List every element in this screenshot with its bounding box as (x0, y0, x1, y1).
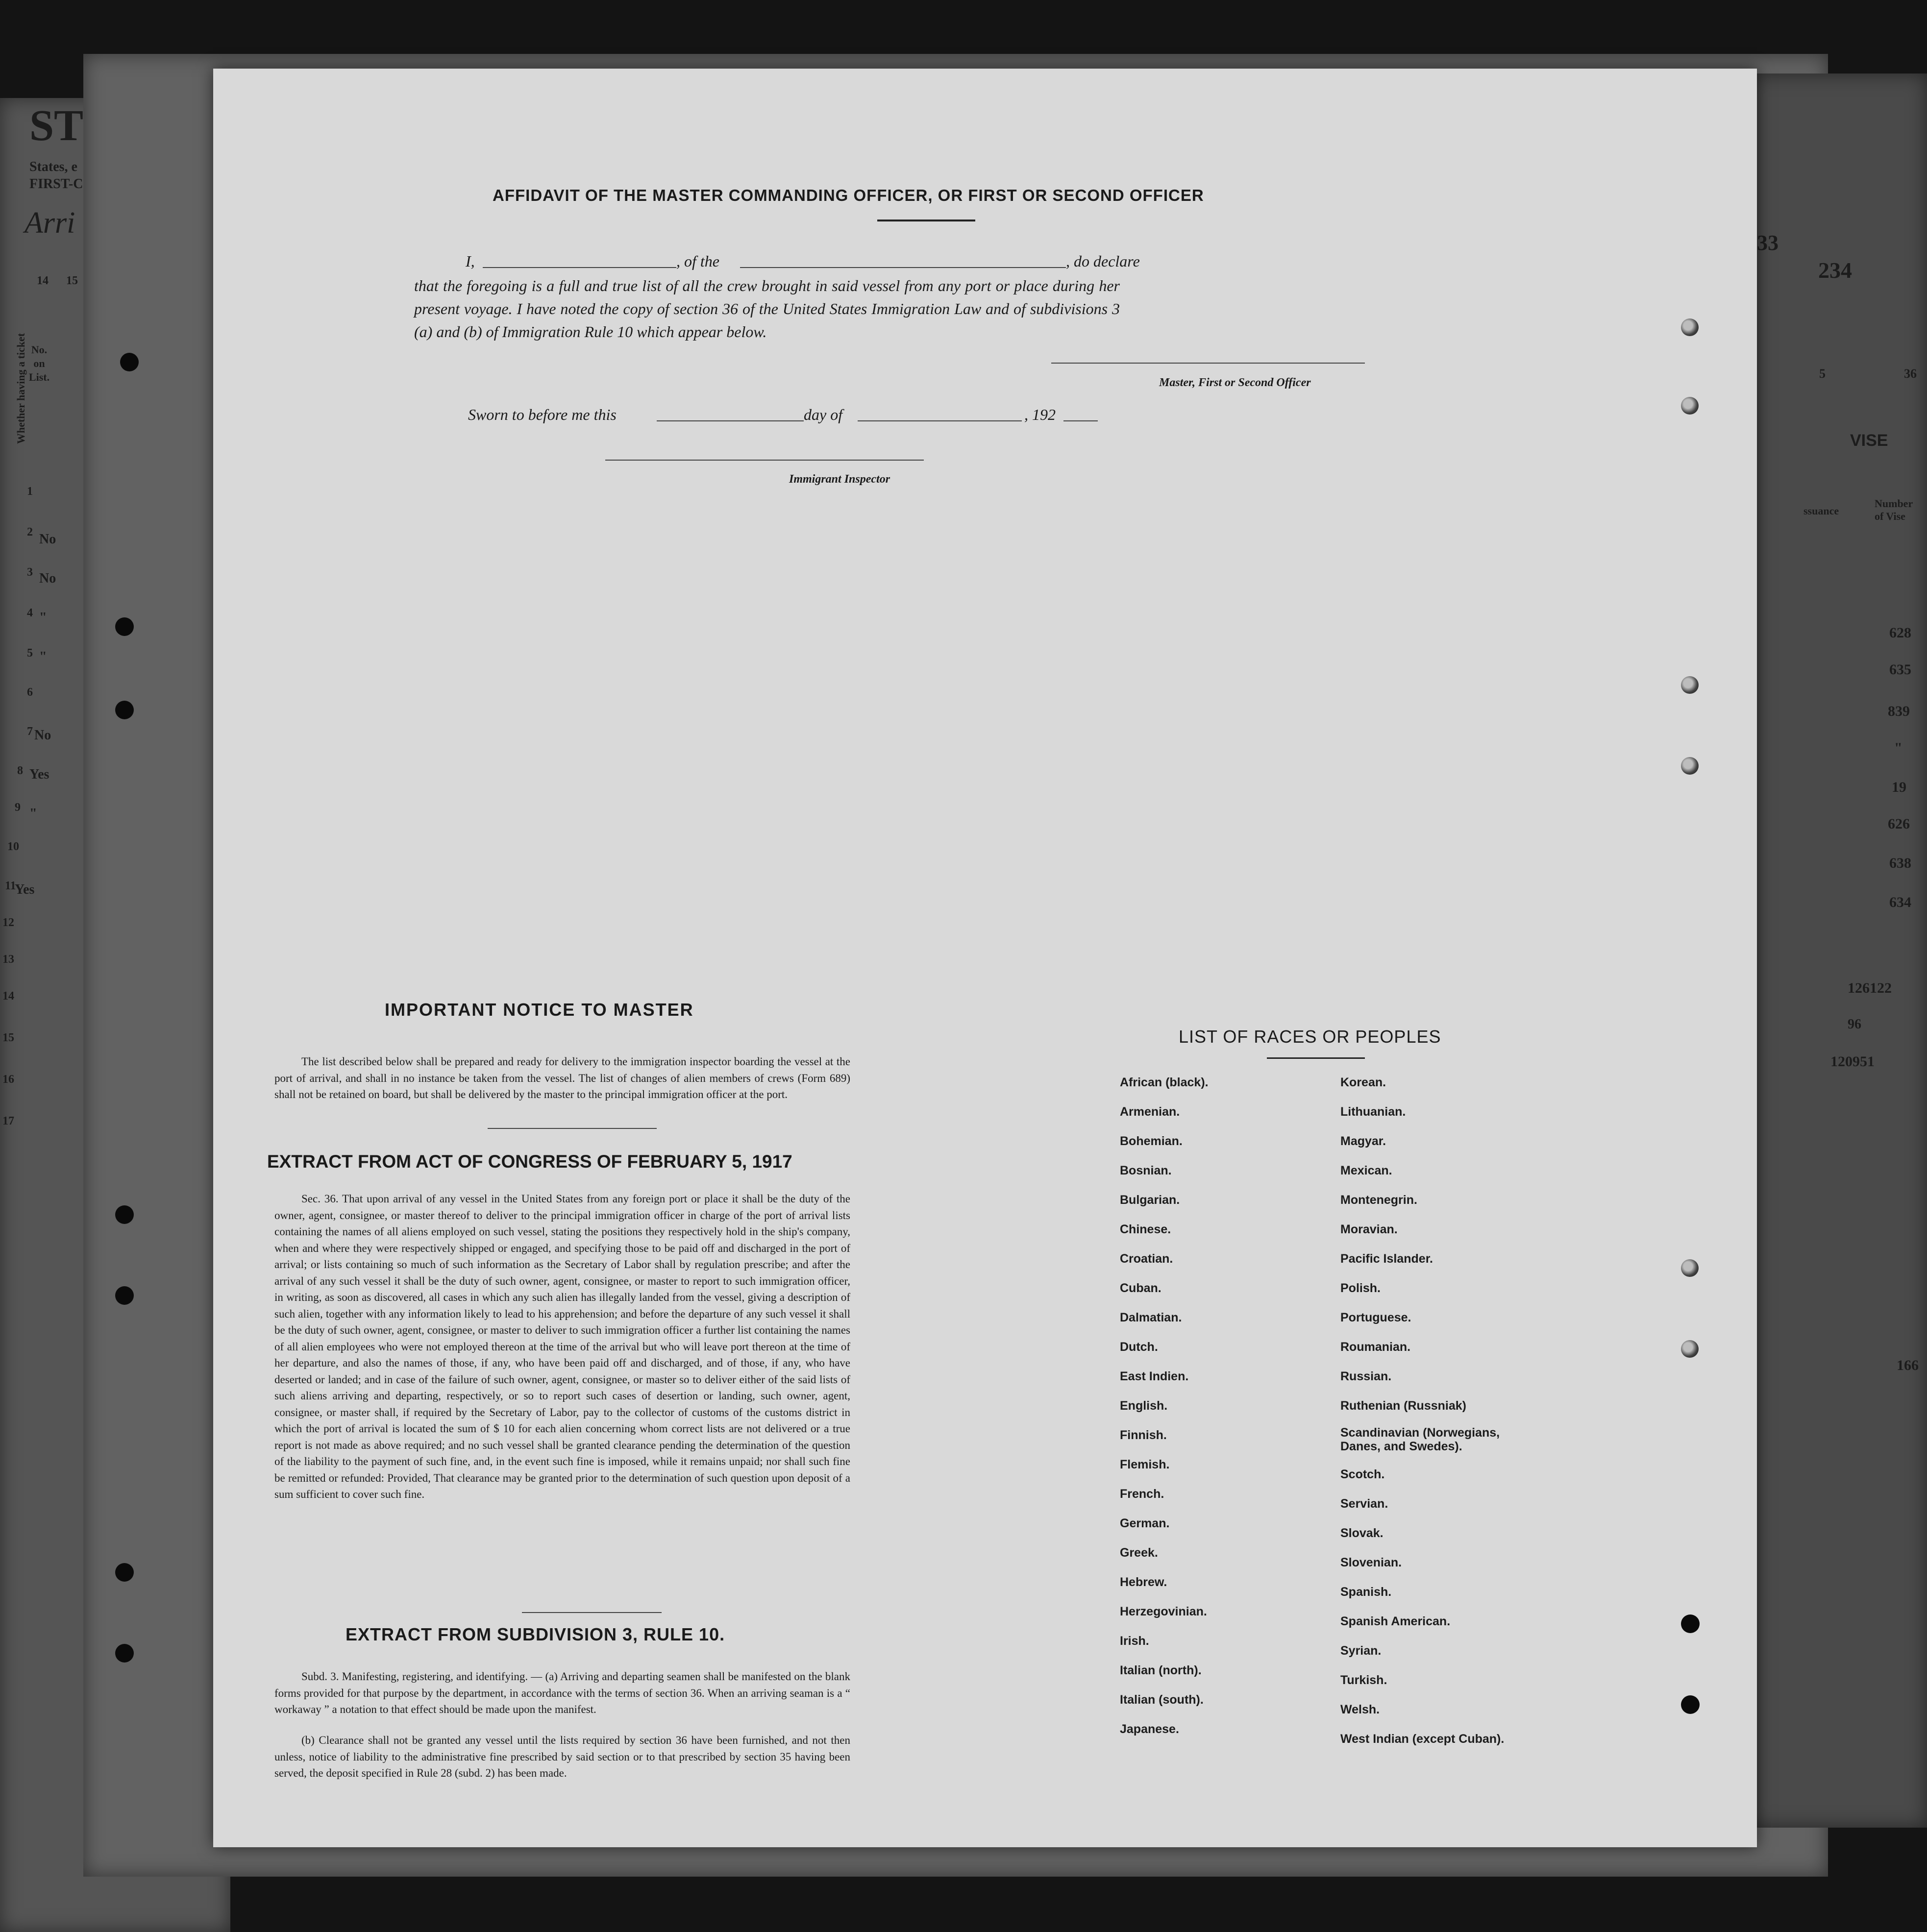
back-number-of-vise: Number of Vise (1875, 497, 1913, 522)
race-item: Lithuanian. (1340, 1105, 1406, 1119)
race-item: Herzegovinian. (1120, 1605, 1207, 1618)
race-item: Scotch. (1340, 1467, 1385, 1481)
affidavit-page (213, 69, 1757, 1847)
race-item: Pacific Islander. (1340, 1252, 1433, 1266)
punch-hole-icon (115, 1644, 134, 1663)
lower-number: 96 (1848, 1017, 1861, 1032)
row-number: 1 (27, 485, 33, 498)
race-item: Turkish. (1340, 1673, 1387, 1687)
race-item: Servian. (1340, 1497, 1388, 1511)
sworn-text: Sworn to before me this (468, 406, 617, 423)
row-mark: Yes (15, 882, 35, 897)
row-number: 4 (27, 607, 33, 619)
notice-title: IMPORTANT NOTICE TO MASTER (385, 1000, 694, 1020)
back-36: 36 (1904, 367, 1917, 381)
race-item: Montenegrin. (1340, 1193, 1417, 1207)
race-item: Scandinavian (Norwegians, Danes, and Swedes). (1340, 1426, 1500, 1453)
sworn-day-blank (657, 420, 804, 421)
title-underline (877, 220, 975, 221)
affidavit-body: that the foregoing is a full and true list of all the crew brought in said vessel from any port or place during her present voyage. I have noted the copy of section 36 of the United States Immigration Law and of subdivisions 3 (a) and (b) of Immigration Rule 10 which appear below. (414, 277, 1120, 341)
inspector-caption: Immigrant Inspector (789, 473, 890, 486)
row-mark: No (39, 571, 56, 586)
race-item: Magyar. (1340, 1134, 1386, 1148)
back-5: 5 (1819, 367, 1826, 381)
race-item: Greek. (1120, 1546, 1158, 1560)
row-mark: " (39, 649, 47, 664)
row-mark: No (34, 728, 51, 743)
sworn-day-of: day of (804, 406, 843, 423)
race-item: Bohemian. (1120, 1134, 1183, 1148)
punch-hole-icon (115, 617, 134, 636)
vise-number: 19 (1892, 779, 1906, 795)
race-item: Ruthenian (Russniak) (1340, 1399, 1466, 1413)
inspector-signature-line (605, 460, 924, 461)
vessel-blank (740, 267, 1066, 268)
back-vise: VISE (1850, 431, 1888, 450)
back-no-on-list: No. on List. (28, 343, 50, 383)
vise-number: 628 (1889, 625, 1911, 641)
punch-hole-icon (1681, 1259, 1699, 1277)
race-item: Italian (south). (1120, 1693, 1204, 1707)
affidavit-of-the: , of the (676, 252, 719, 270)
notice-divider (488, 1128, 657, 1129)
row-number: 8 (17, 764, 23, 777)
vise-number: 635 (1889, 661, 1911, 678)
race-item: Slovenian. (1340, 1556, 1402, 1569)
row-number: 14 (2, 990, 14, 1003)
back-33: 33 (1757, 231, 1779, 255)
back-sub2: FIRST-C (29, 176, 83, 192)
race-item: West Indian (except Cuban). (1340, 1732, 1505, 1746)
punch-hole-icon (115, 1286, 134, 1305)
race-item: Armenian. (1120, 1105, 1180, 1119)
row-number: 9 (15, 801, 21, 814)
race-item: Japanese. (1120, 1722, 1179, 1736)
row-number: 11 (5, 880, 16, 892)
race-item: Spanish American. (1340, 1614, 1451, 1628)
punch-hole-icon (1681, 757, 1699, 775)
act-text: Sec. 36. That upon arrival of any vessel in the United States from any foreign port or place it shall be the duty of the owner, agent, consignee, or master thereof to deliver to the principal immigration officer in charge of the port of arrival lists containing the names of all aliens employed on such vessel, stating the positions they respectively hold in the ship's company, when and where they were respectively shipped or engaged, and specifying those to be paid off and discharged in the port of arrival; or lists containing so much of such information as the Secretary of Labor shall by regulation prescribe; and after the arrival of any such vessel it shall be the duty of such owner, agent, consignee, or master to report to such immigration officer, in writing, as soon as discovered, all cases in which any such alien has illegally landed from the vessel, giving a description of such alien, together with any information likely to lead to his apprehension; and before the departure of any such vessel it shall be the duty of such owner, agent, consignee, or master to deliver to such immigration officer a further list containing the names of all alien employees who were not employed thereon at the time of the arrival but who will leave port thereon at the time of her departure, and also the names of those, if any, who have been paid off and discharged, and of those, if any, who have deserted or landed; and in case of the failure of such owner, agent, consignee, or master so to deliver either of the said lists of such aliens arriving and departing, respectively, or so to report such cases of desertion or landing, such owner, agent, consignee, or master shall, if required by the Secretary of Labor, pay to the collector of customs of the customs district in which the port of arrival is located the sum of $ 10 for each alien concerning whom correct lists are not delivered or a true report is not made as above required; and no such vessel shall be granted clearance pending the determination of the question of the liability to the payment of such fine, and, in the event such fine is imposed, while it remains unpaid; nor shall such fine be remitted or refunded: Provided, That clearance may be granted prior to the determination of such question upon deposit of a sum sufficient to cover such fine. (274, 1193, 850, 1500)
back-ticket-label: Whether having a ticket (15, 333, 27, 444)
race-item: Italian (north). (1120, 1663, 1202, 1677)
punch-hole-icon (115, 1563, 134, 1582)
race-item: Mexican. (1340, 1164, 1392, 1177)
punch-hole-icon (1681, 318, 1699, 336)
race-item: African (black). (1120, 1076, 1209, 1089)
race-item: English. (1120, 1399, 1168, 1413)
notice-text: The list described below shall be prepared and ready for delivery to the immigration inspector boarding the vessel at the port of arrival, and shall in no instance be taken from the vessel. The list of changes of alien members of crews (Form 689) shall not be retained on board, but shall be delivered by the master to the principal immigration officer at the port. (274, 1055, 850, 1101)
affidavit-title: AFFIDAVIT OF THE MASTER COMMANDING OFFICER, OR FIRST OR SECOND OFFICER (493, 186, 1204, 204)
sworn-month-blank (858, 420, 1022, 421)
vise-number: 839 (1888, 703, 1910, 719)
row-number: 5 (27, 647, 33, 660)
vise-number: 634 (1889, 894, 1911, 910)
row-number: 6 (27, 686, 33, 699)
race-item: Irish. (1120, 1634, 1149, 1648)
back-sub1: States, e (29, 159, 77, 174)
master-signature-line (1051, 363, 1365, 364)
race-item: Cuban. (1120, 1281, 1161, 1295)
race-item: Russian. (1340, 1370, 1392, 1383)
sworn-year: , 192 (1024, 406, 1056, 423)
row-number: 16 (2, 1073, 14, 1086)
race-item: Syrian. (1340, 1644, 1382, 1658)
race-item: Spanish. (1340, 1585, 1392, 1599)
background-sheet-right (1745, 73, 1927, 1828)
race-item: Moravian. (1340, 1223, 1398, 1236)
rule-text-a: Subd. 3. Manifesting, registering, and identifying. — (a) Arriving and departing seamen shall be manifested on the blank forms provided for that purpose by the department, in accordance with the terms of section 36. When an arriving seaman is a “ workaway ” a notation to that effect should be made upon the manifest. (274, 1670, 850, 1715)
race-item: Slovak. (1340, 1526, 1383, 1540)
row-number: 15 (2, 1031, 14, 1044)
back-issuance: ssuance (1803, 505, 1839, 517)
lower-number: 120951 (1830, 1053, 1875, 1070)
rule-title: EXTRACT FROM SUBDIVISION 3, RULE 10. (346, 1624, 725, 1644)
race-item: Dalmatian. (1120, 1311, 1182, 1324)
races-title: LIST OF RACES OR PEOPLES (1179, 1027, 1441, 1047)
punch-hole-icon (115, 1205, 134, 1224)
race-item: Polish. (1340, 1281, 1381, 1295)
race-item: Roumanian. (1340, 1340, 1411, 1354)
vise-number: 626 (1888, 816, 1910, 832)
row-number: 17 (2, 1115, 14, 1127)
punch-hole-icon (120, 353, 139, 371)
vise-number: " (1894, 740, 1902, 756)
rule-text-b: (b) Clearance shall not be granted any vessel until the lists required by section 36 have been furnished, and not then unless, notice of liability to the administrative fine prescribed by said section or to that prescribed by section 35 having been served, the deposit specified in Rule 28 (subd. 2) has been made. (274, 1734, 850, 1779)
punch-hole-icon (115, 701, 134, 719)
row-mark: No (39, 532, 56, 547)
punch-hole-icon (1681, 397, 1699, 415)
row-number: 7 (27, 725, 33, 738)
punch-hole-icon (1681, 676, 1699, 694)
race-item: Flemish. (1120, 1458, 1170, 1471)
race-item: Chinese. (1120, 1223, 1171, 1236)
lower-number: 166 (1897, 1357, 1919, 1373)
race-item: German. (1120, 1516, 1170, 1530)
races-underline (1267, 1057, 1365, 1059)
race-item: Portuguese. (1340, 1311, 1411, 1324)
lower-number: 126122 (1848, 980, 1892, 996)
row-number: 12 (2, 916, 14, 929)
race-item: French. (1120, 1487, 1164, 1501)
row-number: 2 (27, 526, 33, 538)
row-mark: " (39, 610, 47, 625)
race-item: Dutch. (1120, 1340, 1158, 1354)
race-item: East Indien. (1120, 1370, 1189, 1383)
act-title: EXTRACT FROM ACT OF CONGRESS OF FEBRUARY 5, 1917 (267, 1151, 792, 1172)
master-caption: Master, First or Second Officer (1159, 376, 1311, 389)
back-col14: 14 (37, 274, 49, 287)
row-number: 3 (27, 566, 33, 579)
punch-hole-icon (1681, 1340, 1699, 1358)
race-item: Welsh. (1340, 1703, 1380, 1716)
back-234: 234 (1818, 258, 1852, 283)
affidavit-i: I, (466, 252, 475, 270)
name-blank (483, 267, 676, 268)
act-divider (522, 1612, 662, 1613)
punch-hole-icon (1681, 1695, 1700, 1714)
back-arrival: Arri (25, 206, 75, 240)
punch-hole-icon (1681, 1614, 1700, 1633)
row-mark: Yes (29, 767, 49, 782)
race-item: Bosnian. (1120, 1164, 1172, 1177)
back-header: ST (29, 101, 84, 150)
sworn-year-blank (1063, 420, 1098, 421)
affidavit-declare: , do declare (1066, 252, 1140, 270)
back-col15: 15 (66, 274, 78, 287)
row-number: 10 (7, 840, 19, 853)
race-item: Finnish. (1120, 1428, 1167, 1442)
vise-number: 638 (1889, 855, 1911, 871)
race-item: Croatian. (1120, 1252, 1173, 1266)
row-mark: " (29, 806, 37, 821)
race-item: Hebrew. (1120, 1575, 1167, 1589)
race-item: Bulgarian. (1120, 1193, 1180, 1207)
row-number: 13 (2, 953, 14, 966)
race-item: Korean. (1340, 1076, 1386, 1089)
